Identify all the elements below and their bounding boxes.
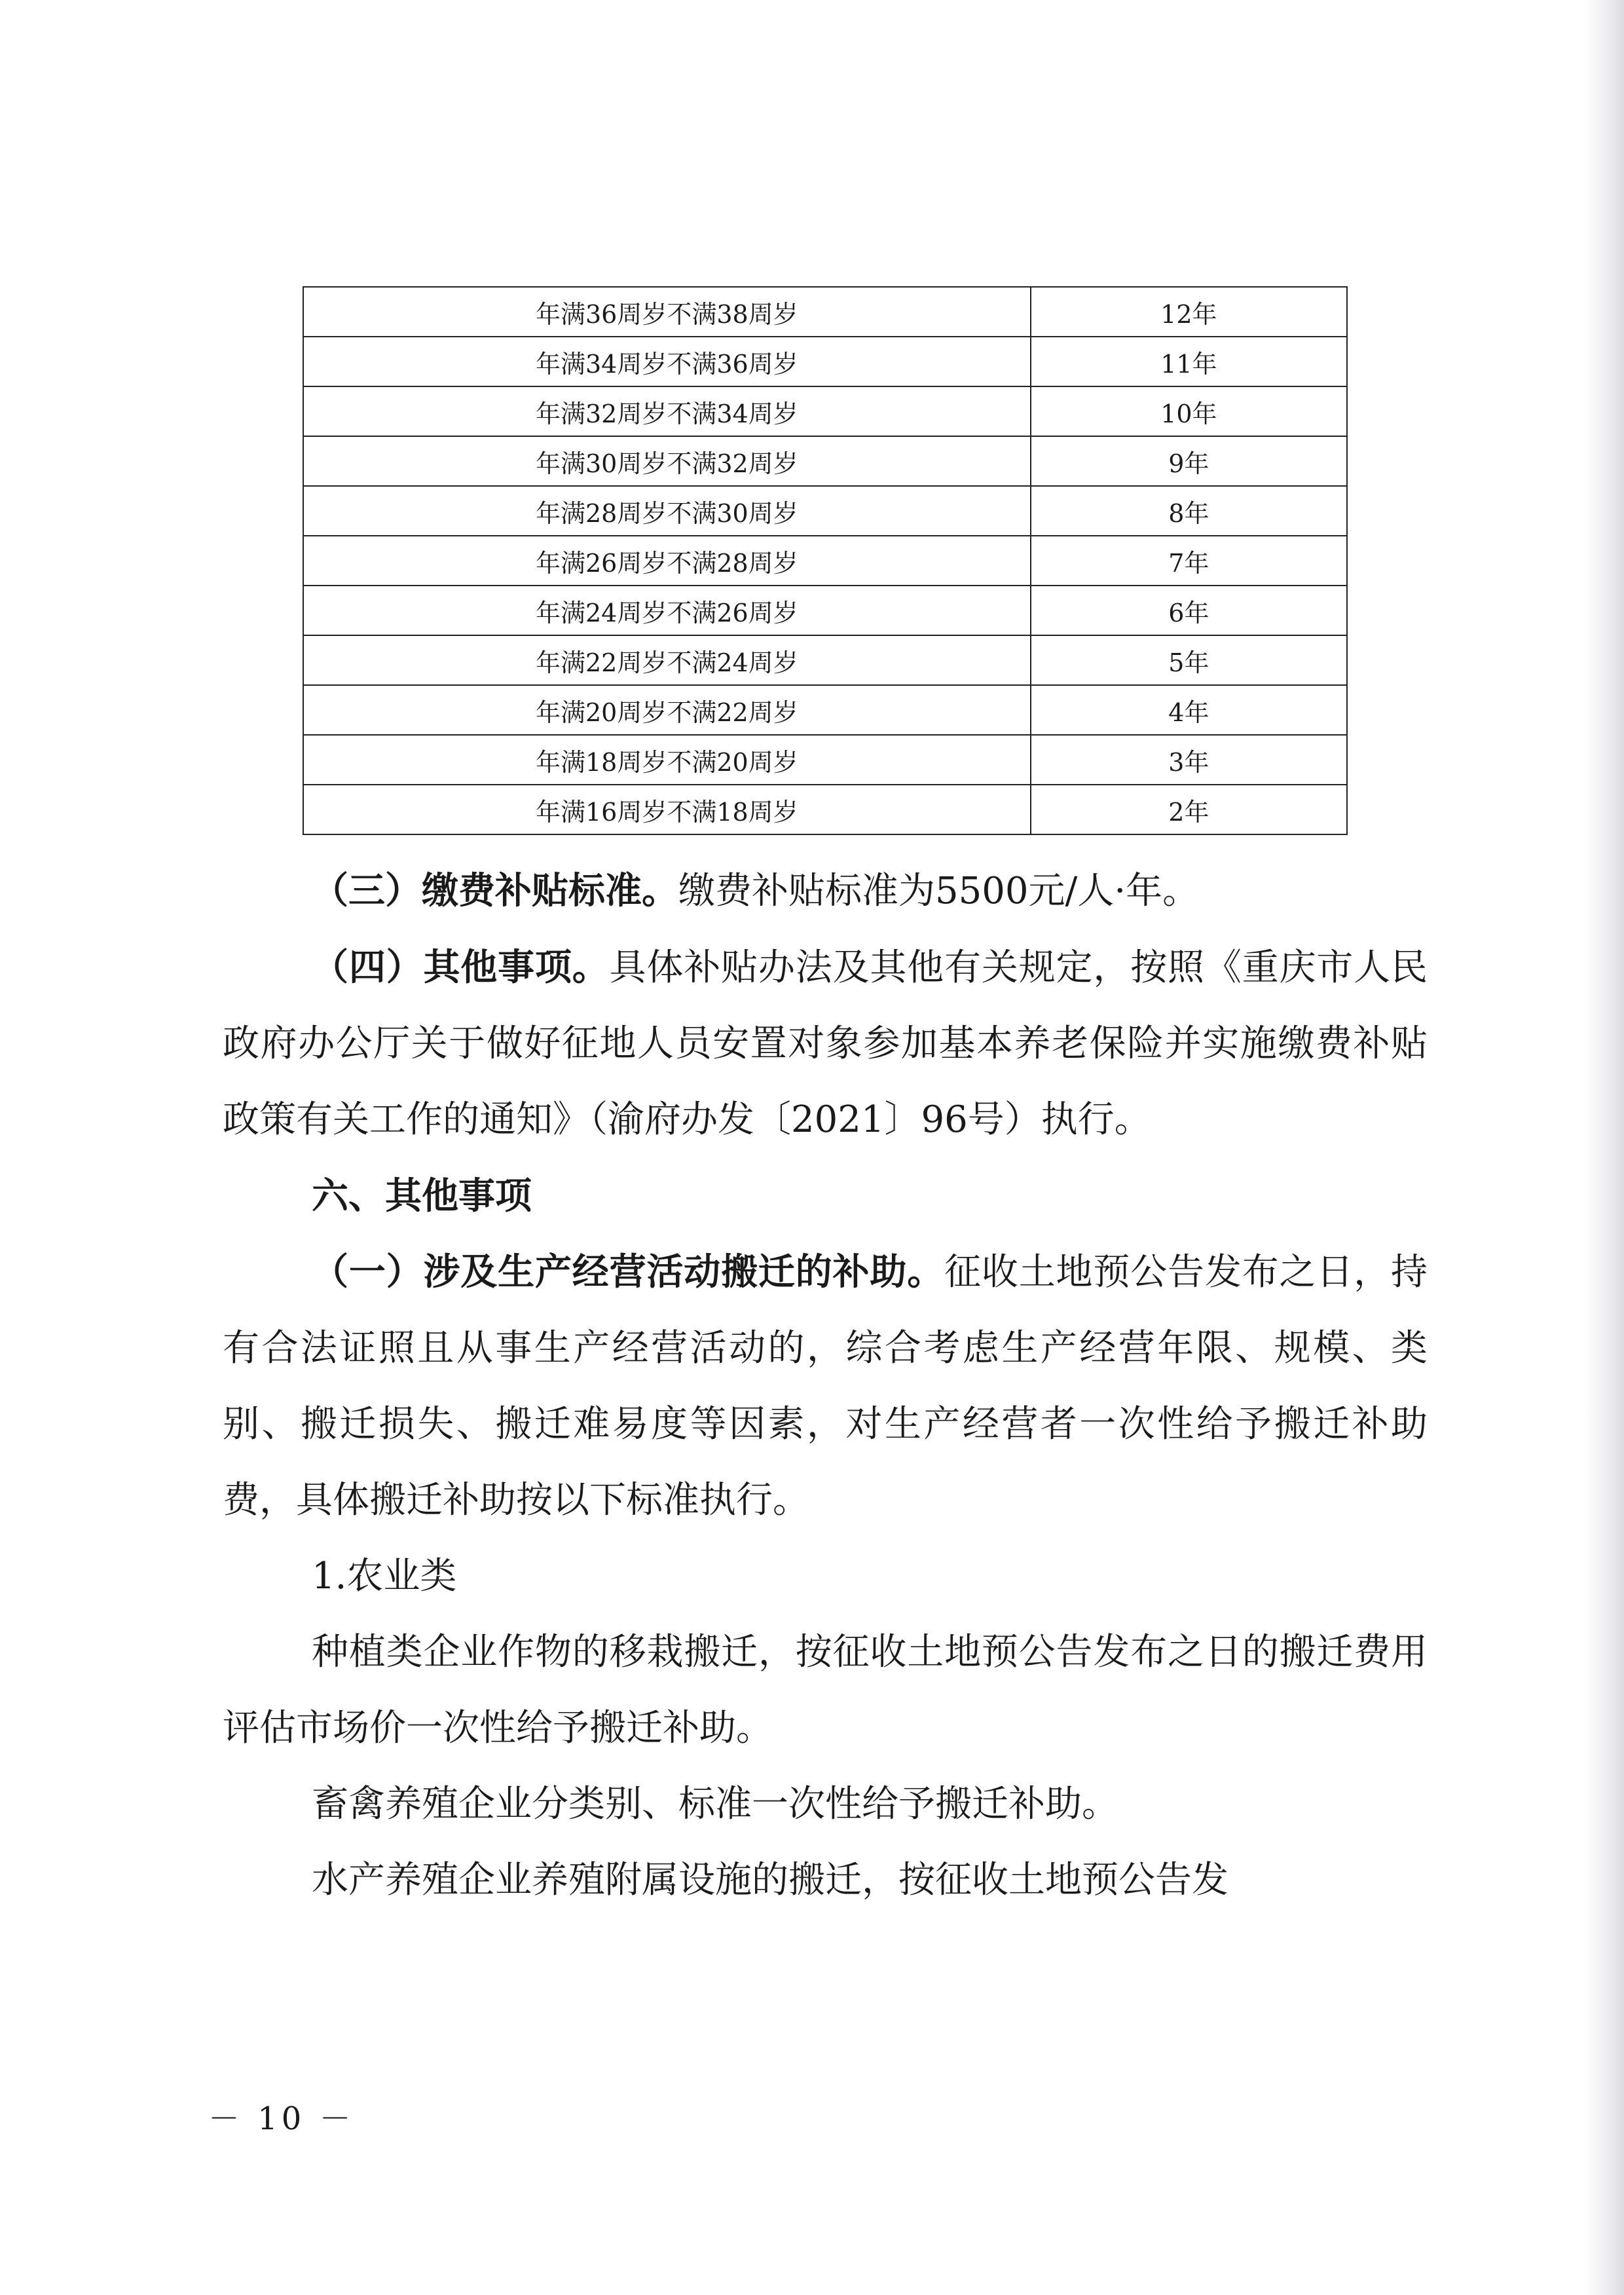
age-range-cell: 年满32周岁不满34周岁 <box>303 386 1031 436</box>
table-row <box>303 536 1347 586</box>
age-range-cell: 年满18周岁不满20周岁 <box>303 735 1031 785</box>
section-heading: 六、其他事项 <box>312 1174 532 1218</box>
table-row <box>303 386 1347 436</box>
paragraph-other-matters <box>223 929 1428 1158</box>
paragraph-planting: 种植类企业作物的移栽搬迁，按征收土地预公告发布之日的搬迁费用评估市场价一次性给予搬迁补助。 <box>223 1631 1428 1749</box>
paragraph-body: 征收土地预公告发布之日，持有合法证照且从事生产经营活动的，综合考虑生产经营年限、规模、类别、搬迁损失、搬迁难易度等因素，对生产经营者一次性给予搬迁补助费，具体搬迁补助按以下标准执行。 <box>223 1251 1428 1521</box>
years-cell: 9年 <box>1031 436 1347 486</box>
paragraph-subsidy-standard <box>223 853 1428 929</box>
table-row <box>303 337 1347 386</box>
years-cell: 7年 <box>1031 536 1347 586</box>
paragraph-body: 具体补贴办法及其他有关规定，按照《重庆市人民政府办公厅关于做好征地人员安置对象参加基本养老保险并实施缴费补贴政策有关工作的通知》（渝府办发〔2021〕96号）执行。 <box>223 946 1428 1141</box>
paragraph-body: 缴费补贴标准为5500元/人·年。 <box>678 870 1200 912</box>
table-row <box>303 436 1347 486</box>
age-range-cell: 年满20周岁不满22周岁 <box>303 685 1031 735</box>
paragraph-relocation-subsidy <box>223 1234 1428 1539</box>
body-text <box>223 853 1428 1918</box>
age-range-cell: 年满24周岁不满26周岁 <box>303 586 1031 635</box>
years-cell: 2年 <box>1031 785 1347 834</box>
years-cell: 8年 <box>1031 486 1347 536</box>
age-years-table <box>303 286 1348 835</box>
years-cell: 4年 <box>1031 685 1347 735</box>
paragraph-livestock: 畜禽养殖企业分类别、标准一次性给予搬迁补助。 <box>312 1783 1118 1825</box>
age-range-cell: 年满16周岁不满18周岁 <box>303 785 1031 834</box>
subheading-agriculture: 1.农业类 <box>312 1555 457 1597</box>
age-range-cell: 年满36周岁不满38周岁 <box>303 287 1031 337</box>
paragraph-lead: （一）涉及生产经营活动搬迁的补助。 <box>312 1250 945 1294</box>
age-range-cell: 年满30周岁不满32周岁 <box>303 436 1031 486</box>
paragraph-lead: （三）缴费补贴标准。 <box>312 869 678 912</box>
paragraph-lead: （四）其他事项。 <box>312 946 610 989</box>
table-row <box>303 287 1347 337</box>
years-cell: 12年 <box>1031 287 1347 337</box>
years-cell: 10年 <box>1031 386 1347 436</box>
years-cell: 6年 <box>1031 586 1347 635</box>
page-number: － 10 － <box>208 2100 355 2137</box>
table-row <box>303 785 1347 834</box>
age-range-cell: 年满28周岁不满30周岁 <box>303 486 1031 536</box>
years-cell: 5年 <box>1031 635 1347 685</box>
table-row <box>303 735 1347 785</box>
years-cell: 3年 <box>1031 735 1347 785</box>
paragraph-aquaculture: 水产养殖企业养殖附属设施的搬迁，按征收土地预公告发 <box>312 1859 1228 1901</box>
years-cell: 11年 <box>1031 337 1347 386</box>
table-row <box>303 486 1347 536</box>
page-edge-shadow <box>1585 0 1624 2295</box>
age-range-cell: 年满26周岁不满28周岁 <box>303 536 1031 586</box>
age-range-cell: 年满34周岁不满36周岁 <box>303 337 1031 386</box>
table-row <box>303 685 1347 735</box>
age-range-cell: 年满22周岁不满24周岁 <box>303 635 1031 685</box>
table-row <box>303 635 1347 685</box>
table-row <box>303 586 1347 635</box>
